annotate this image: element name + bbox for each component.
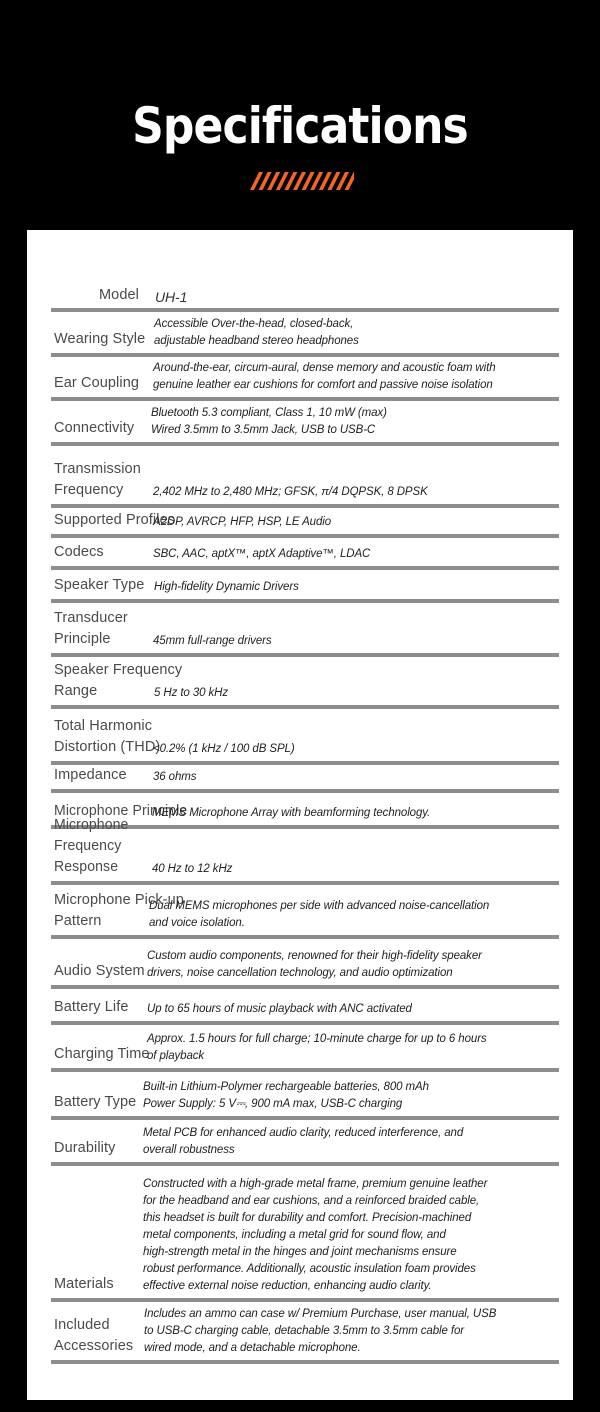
accent-stripes-decoration — [246, 172, 354, 190]
spec-value: <0.2% (1 kHz / 100 dB SPL) — [153, 743, 295, 755]
spec-value: MEMS Microphone Array with beamforming technology. — [152, 807, 431, 819]
spec-value: Metal PCB for enhanced audio clarity, reduced interference, and overall robustness — [143, 1127, 464, 1156]
spec-label: Model — [99, 287, 139, 303]
spec-row — [51, 1120, 559, 1166]
spec-value: 2,402 MHz to 2,480 MHz; GFSK, π/4 DQPSK, 8 DPSK — [153, 486, 428, 498]
spec-row — [51, 508, 559, 538]
spec-value: Around-the-ear, circum-aural, dense memory and acoustic foam with genuine leather ear cushions for comfort and passive noise isolation — [153, 362, 496, 391]
spec-label: Durability — [54, 1140, 116, 1156]
spec-row — [51, 1166, 559, 1302]
spec-row — [51, 570, 559, 603]
spec-value: 5 Hz to 30 kHz — [154, 687, 229, 699]
spec-label: Microphone Frequency Response — [54, 817, 129, 875]
spec-value: Bluetooth 5.3 compliant, Class 1, 10 mW (max) Wired 3.5mm to 3.5mm Jack, USB to USB-C — [151, 407, 387, 436]
spec-label: Supported Profiles — [54, 512, 176, 528]
spec-row — [51, 885, 559, 939]
spec-row — [51, 1025, 559, 1072]
spec-row — [51, 603, 559, 657]
spec-row — [51, 312, 559, 357]
spec-value: SBC, AAC, aptX™, aptX Adaptive™, LDAC — [153, 548, 371, 560]
spec-row — [51, 765, 559, 793]
spec-row — [51, 401, 559, 446]
spec-value: Dual MEMS microphones per side with advanced noise-cancellation and voice isolation. — [149, 900, 490, 929]
spec-row — [51, 357, 559, 401]
spec-value: UH-1 — [155, 289, 188, 305]
spec-value: Built-in Lithium-Polymer rechargeable batteries, 800 mAh Power Supply: 5 V⎓, 900 mA max, USB-C charging — [143, 1081, 429, 1110]
spec-row — [51, 657, 559, 709]
spec-label: Battery Type — [54, 1094, 137, 1110]
spec-row — [51, 538, 559, 570]
spec-value: A2DP, AVRCP, HFP, HSP, LE Audio — [153, 516, 332, 528]
spec-row — [51, 709, 559, 765]
spec-row — [51, 287, 559, 312]
spec-label: Ear Coupling — [54, 375, 140, 391]
spec-row — [51, 446, 559, 508]
spec-value: Up to 65 hours of music playback with ANC activated — [147, 1003, 412, 1015]
spec-label: Total Harmonic Distortion (THD) — [54, 718, 161, 755]
page-title: Specifications — [132, 97, 468, 155]
spec-value: Includes an ammo can case w/ Premium Purchase, user manual, USB to USB-C charging cable, detachable 3.5mm to 3.5mm cable for wired mode, and a detachable microphone. — [144, 1308, 497, 1354]
spec-label: Connectivity — [54, 420, 135, 436]
spec-label: Speaker Type — [54, 577, 145, 593]
spec-label: Microphone Pick-up Pattern — [54, 892, 184, 929]
spec-row — [51, 989, 559, 1025]
spec-row — [51, 817, 559, 885]
spec-value: Custom audio components, renowned for their high-fidelity speaker drivers, noise cancellation technology, and audio optimization — [147, 950, 482, 979]
spec-label: Microphone Principle — [54, 803, 188, 819]
spec-label: Transducer Principle — [54, 610, 128, 647]
spec-label: Wearing Style — [54, 331, 146, 347]
spec-label: Battery Life — [54, 999, 129, 1015]
spec-value: 45mm full-range drivers — [153, 635, 272, 647]
spec-value: 40 Hz to 12 kHz — [152, 863, 233, 875]
spec-label: Charging Time — [54, 1046, 150, 1062]
spec-label: Impedance — [54, 767, 127, 783]
spec-label: Speaker Frequency Range — [54, 662, 183, 699]
spec-card — [27, 230, 573, 1400]
spec-label: Audio System — [54, 963, 145, 979]
spec-row — [51, 1302, 559, 1364]
spec-label: Included Accessories — [54, 1317, 134, 1354]
spec-row — [51, 939, 559, 989]
spec-label: Transmission Frequency — [54, 461, 141, 498]
spec-label: Materials — [54, 1276, 114, 1292]
spec-value: High-fidelity Dynamic Drivers — [154, 581, 299, 593]
spec-value: Constructed with a high-grade metal frame, premium genuine leather for the headband and ear cushions, and a reinforced braided cable, this headset is built for durability and comfort. Precision-machined metal components, including a metal grid for sound flow, and high-strength metal in the hinges and joint mechanisms ensure robust performance. Additionally, acoustic insulation foam provides effective external noise reduction, enhancing audio clarity. — [143, 1178, 488, 1292]
row-divider — [51, 1360, 559, 1364]
spec-row — [51, 1072, 559, 1120]
spec-value: Accessible Over-the-head, closed-back, adjustable headband stereo headphones — [154, 318, 359, 347]
spec-value: Approx. 1.5 hours for full charge; 10-minute charge for up to 6 hours of playback — [147, 1033, 487, 1062]
spec-label: Codecs — [54, 544, 104, 560]
spec-value: 36 ohms — [153, 771, 197, 783]
